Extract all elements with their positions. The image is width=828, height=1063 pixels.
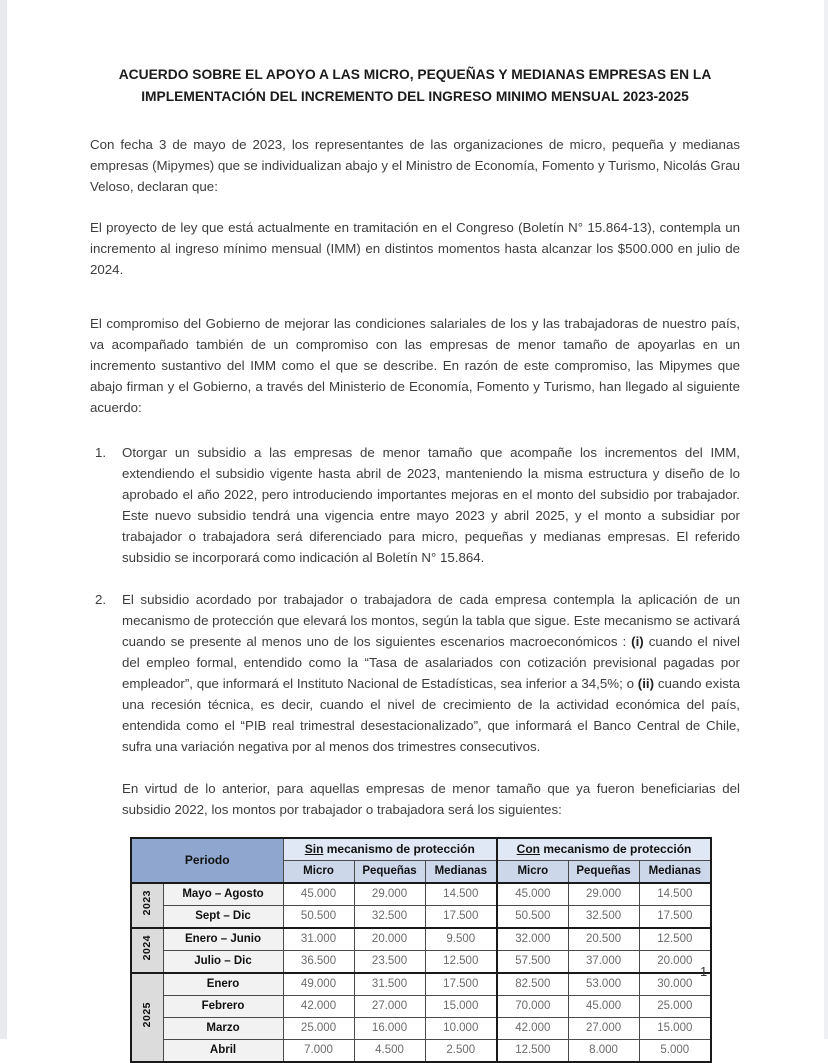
value-cell: 29.000 (354, 883, 425, 906)
table-row (131, 928, 711, 951)
period-cell: Sept – Dic (163, 906, 283, 929)
value-cell: 12.500 (497, 1040, 568, 1063)
table-row (131, 973, 711, 996)
item2-marker-i: (i) (631, 634, 644, 649)
table-row (131, 906, 711, 929)
value-cell: 16.000 (354, 1018, 425, 1040)
header-con-micro: Micro (497, 861, 568, 884)
table-row (131, 951, 711, 974)
period-cell: Marzo (163, 1018, 283, 1040)
value-cell: 70.000 (497, 996, 568, 1018)
header-con-medianas: Medianas (639, 861, 711, 884)
value-cell: 14.500 (425, 883, 497, 906)
value-cell: 2.500 (425, 1040, 497, 1063)
value-cell: 37.000 (568, 951, 639, 974)
period-cell: Febrero (163, 996, 283, 1018)
value-cell: 20.500 (568, 928, 639, 951)
title-line-1: ACUERDO SOBRE EL APOYO A LAS MICRO, PEQUEÑAS Y MEDIANAS EMPRESAS EN LA (118, 67, 712, 82)
value-cell: 53.000 (568, 973, 639, 996)
title-line-2: IMPLEMENTACIÓN DEL INCREMENTO DEL INGRESO MINIMO MENSUAL 2023-2025 (141, 89, 689, 104)
value-cell: 49.000 (283, 973, 354, 996)
header-con-group (497, 838, 711, 861)
paragraph-commitment: El compromiso del Gobierno de mejorar las condiciones salariales de los y las trabajadoras de nuestro país, va acompañado también de un compromiso con las empresas de menor tamaño de apoyarlas en un incremento sustantivo del IMM como el que se describe. En razón de este compromiso, las Mipymes que abajo firman y el Gobierno, a través del Ministerio de Economía, Fomento y Turismo, han llegado al siguiente acuerdo: (90, 316, 740, 415)
period-cell: Enero – Junio (163, 928, 283, 951)
value-cell: 27.000 (568, 1018, 639, 1040)
page-number: 1 (700, 964, 708, 979)
value-cell: 4.500 (354, 1040, 425, 1063)
value-cell: 45.000 (283, 883, 354, 906)
value-cell: 30.000 (639, 973, 711, 996)
value-cell: 57.500 (497, 951, 568, 974)
value-cell: 23.500 (354, 951, 425, 974)
value-cell: 17.500 (639, 906, 711, 929)
value-cell: 5.000 (639, 1040, 711, 1063)
table-row (131, 1040, 711, 1063)
table-row (131, 883, 711, 906)
value-cell: 50.500 (497, 906, 568, 929)
paragraph-table-intro: En virtud de lo anterior, para aquellas empresas de menor tamaño que ya fueron beneficiarias del subsidio 2022, los montos por trabajador o trabajadora será los siguientes: (122, 781, 740, 817)
value-cell: 20.000 (354, 928, 425, 951)
table-row (131, 1018, 711, 1040)
value-cell: 15.000 (639, 1018, 711, 1040)
subsidy-table (130, 837, 712, 1063)
header-sin-medianas: Medianas (425, 861, 497, 884)
value-cell: 42.000 (497, 1018, 568, 1040)
value-cell: 25.000 (639, 996, 711, 1018)
header-sin-micro: Micro (283, 861, 354, 884)
value-cell: 9.500 (425, 928, 497, 951)
value-cell: 82.500 (497, 973, 568, 996)
item2-segment-3: cuando exista una recesión técnica, es decir, cuando el nivel de crecimiento de la actividad económica del país, entendida como el “PIB real trimestral desestacionalizado”, que informará el Banco Central de Chile, sufra una variación negativa por al menos dos trimestres consecutivos. (122, 676, 741, 754)
list-item-1-text: Otorgar un subsidio a las empresas de menor tamaño que acompañe los incrementos del IMM, extendiendo el subsidio vigente hasta abril de 2023, manteniendo la misma estructura y diseño de lo aprobado el año 2022, pero introduciendo importantes mejoras en el monto del subsidio por trabajador. Este nuevo subsidio tendrá una vigencia entre mayo 2023 y abril 2025, y el monto a subsidiar por trabajador o trabajadora será diferenciado para micro, pequeñas y medianas empresas. El referido subsidio se incorporará como indicación al Boletín N° 15.864. (122, 445, 740, 565)
value-cell: 32.500 (568, 906, 639, 929)
value-cell: 10.000 (425, 1018, 497, 1040)
year-cell-2024: 2024 (131, 928, 163, 973)
right-edge-strip (824, 0, 828, 1039)
value-cell: 12.500 (639, 928, 711, 951)
value-cell: 14.500 (639, 883, 711, 906)
value-cell: 42.000 (283, 996, 354, 1018)
table-row (131, 996, 711, 1018)
value-cell: 31.500 (354, 973, 425, 996)
value-cell: 36.500 (283, 951, 354, 974)
header-sin-rest: mecanismo de protección (323, 842, 475, 856)
value-cell: 32.000 (497, 928, 568, 951)
subsidy-table-header (131, 838, 711, 883)
period-cell: Mayo – Agosto (163, 883, 283, 906)
year-cell-2025: 2025 (131, 973, 163, 1062)
value-cell: 8.000 (568, 1040, 639, 1063)
value-cell: 31.000 (283, 928, 354, 951)
document-body (90, 64, 740, 1063)
item2-segment-2: cuando el nivel del empleo formal, entendido como la “Tasa de asalariados con cotización previsional pagadas por empleador”, que informará el Instituto Nacional de Estadísticas, sea inferior a 34,5%; o (122, 634, 740, 691)
value-cell: 50.500 (283, 906, 354, 929)
item2-marker-ii: (ii) (637, 676, 655, 691)
paragraph-intro: Con fecha 3 de mayo de 2023, los representantes de las organizaciones de micro, pequeña y medianas empresas (Mipymes) que se individualizan abajo y el Ministro de Economía, Fomento y Turismo, Nicolás Grau Veloso, declaran que: (90, 137, 740, 194)
header-sin-underlined: Sin (304, 842, 324, 856)
header-sin-pequenas: Pequeñas (354, 861, 425, 884)
value-cell: 27.000 (354, 996, 425, 1018)
document-title (90, 64, 740, 108)
value-cell: 20.000 (639, 951, 711, 974)
year-cell-2023: 2023 (131, 883, 163, 928)
value-cell: 45.000 (497, 883, 568, 906)
header-con-pequenas: Pequeñas (568, 861, 639, 884)
period-cell: Enero (163, 973, 283, 996)
header-periodo: Periodo (131, 838, 283, 883)
list-item-1-number: 1. (95, 445, 107, 460)
paragraph-law-project: El proyecto de ley que está actualmente en tramitación en el Congreso (Boletín N° 15.864-13), contempla un incremento al ingreso mínimo mensual (IMM) en distintos momentos hasta alcanzar los $500.000 en julio de 2024. (90, 220, 740, 277)
value-cell: 25.000 (283, 1018, 354, 1040)
header-sin-group (283, 838, 497, 861)
left-edge-strip (0, 0, 7, 1039)
value-cell: 7.000 (283, 1040, 354, 1063)
period-cell: Julio – Dic (163, 951, 283, 974)
header-con-underlined: Con (516, 842, 540, 856)
list-item-2-number: 2. (95, 592, 107, 607)
list-item-2-text (122, 589, 740, 757)
value-cell: 15.000 (425, 996, 497, 1018)
value-cell: 12.500 (425, 951, 497, 974)
value-cell: 45.000 (568, 996, 639, 1018)
period-cell: Abril (163, 1040, 283, 1063)
header-con-rest: mecanismo de protección (540, 842, 692, 856)
list-item-2 (95, 589, 740, 757)
item2-segment-1: El subsidio acordado por trabajador o trabajadora de cada empresa contempla la aplicación de un mecanismo de protección que elevará los montos, según la tabla que sigue. Este mecanismo se activará cuando se presente al menos uno de los siguientes escenarios macroeconómicos : (122, 592, 740, 649)
value-cell: 17.500 (425, 973, 497, 996)
value-cell: 17.500 (425, 906, 497, 929)
value-cell: 32.500 (354, 906, 425, 929)
list-item-1 (95, 442, 740, 568)
value-cell: 29.000 (568, 883, 639, 906)
